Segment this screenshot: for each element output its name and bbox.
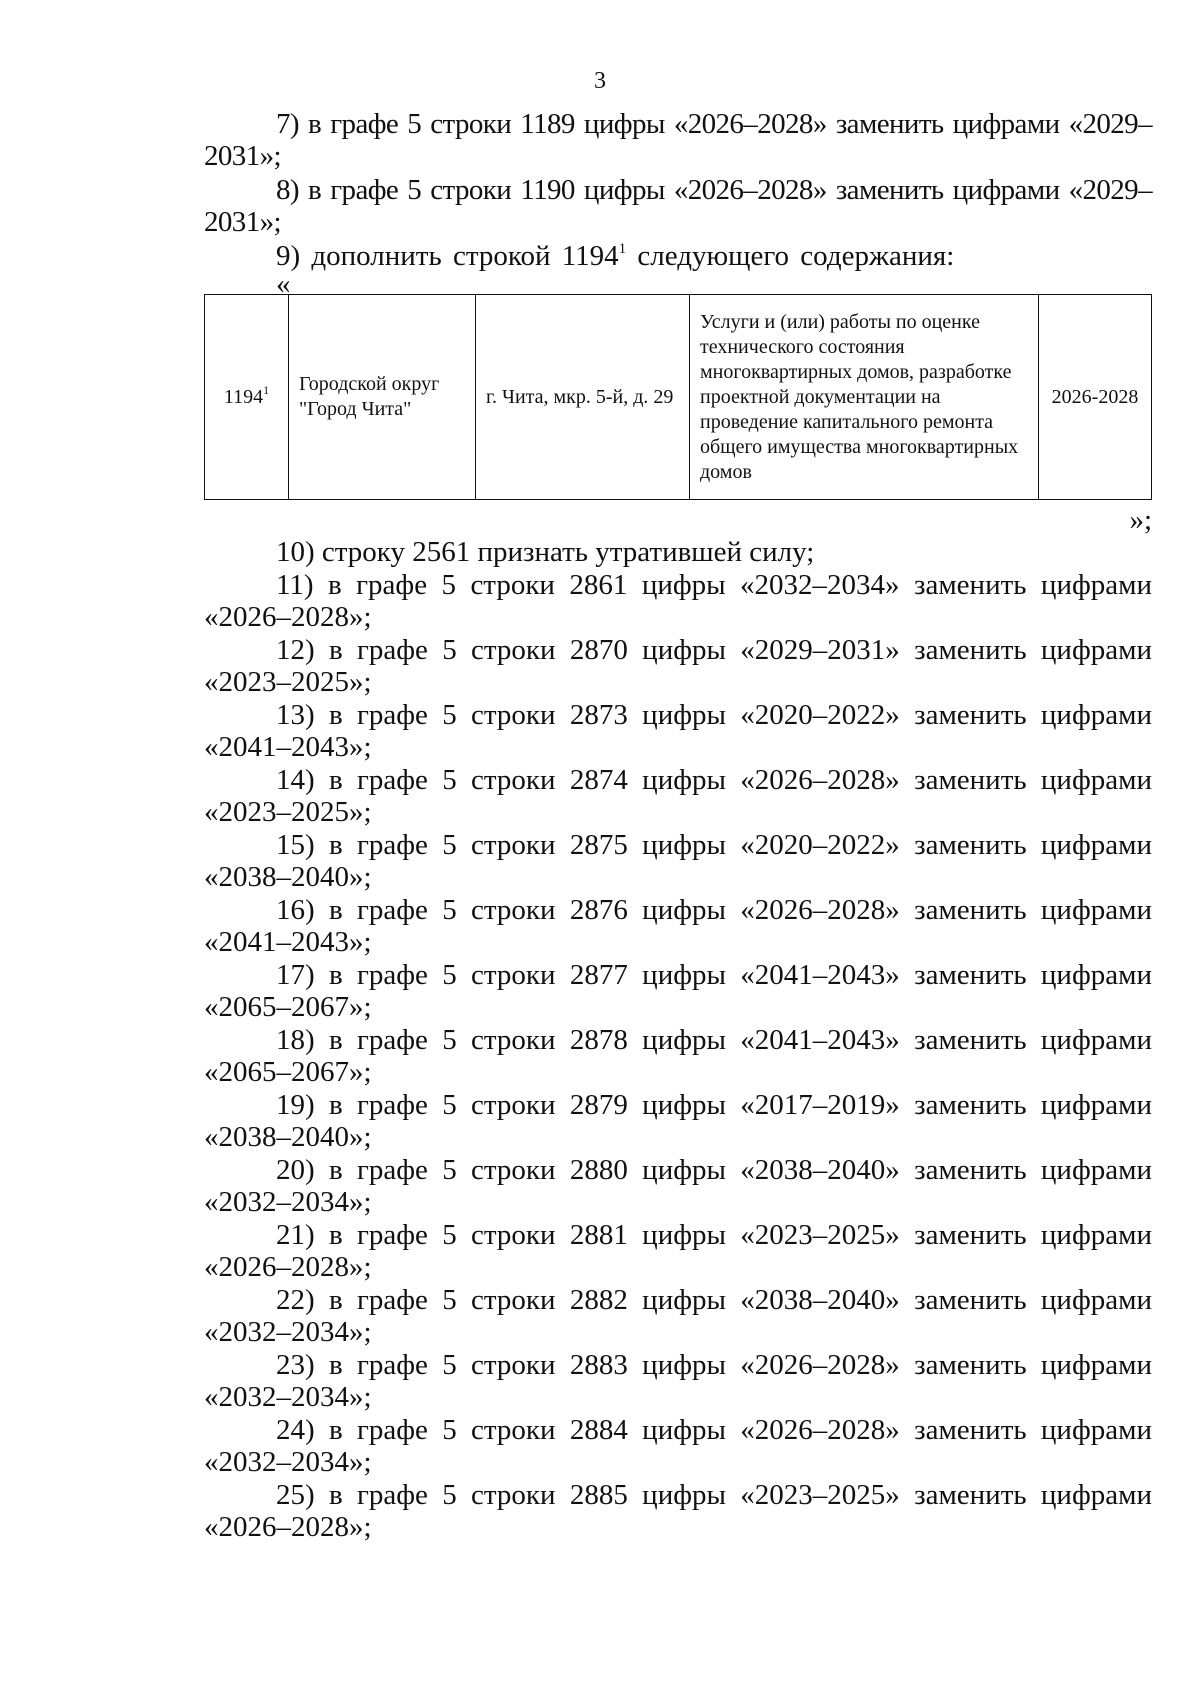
item9-superscript: 1 [618,241,627,257]
list-item: 23) в графе 5 строки 2883 цифры «2026–2028» заменить цифрами «2032–2034»; [204,1349,1152,1413]
list-item: 19) в графе 5 строки 2879 цифры «2017–2019» заменить цифрами «2038–2040»; [204,1089,1152,1153]
list-item: 10) строку 2561 признать утратившей силу; [276,536,815,568]
address-cell: г. Чита, мкр. 5-й, д. 29 [476,295,690,500]
list-item: 12) в графе 5 строки 2870 цифры «2029–2031» заменить цифрами «2023–2025»; [204,634,1152,698]
list-item: 17) в графе 5 строки 2877 цифры «2041–2043» заменить цифрами «2065–2067»; [204,959,1152,1023]
works-cell: Услуги и (или) работы по оценке технического состояния многоквартирных домов, разработке проектной документации на проведение капитального ремонта общего имущества многоквартирных домов [690,295,1039,500]
inserted-row-table [204,294,1152,500]
list-item: 20) в графе 5 строки 2880 цифры «2038–2040» заменить цифрами «2032–2034»; [204,1154,1152,1218]
list-item: 11) в графе 5 строки 2861 цифры «2032–2034» заменить цифрами «2026–2028»; [204,569,1152,633]
list-item: 21) в графе 5 строки 2881 цифры «2023–2025» заменить цифрами «2026–2028»; [204,1219,1152,1283]
item9-prefix: 9) дополнить строкой 1194 [276,240,619,272]
item9-suffix: следующего содержания: [626,240,955,272]
document-body [204,108,1152,1544]
list-item: 25) в графе 5 строки 2885 цифры «2023–2025» заменить цифрами «2026–2028»; [204,1479,1152,1543]
amendment-list [204,536,1152,1543]
years-cell: 2026-2028 [1039,295,1152,500]
list-item: 13) в графе 5 строки 2873 цифры «2020–2022» заменить цифрами «2041–2043»; [204,699,1152,763]
row-number: 1194 [223,385,264,408]
amendment-item-8: 8) в графе 5 строки 1190 цифры «2026–2028» заменить цифрами «2029–2031»; [204,174,1152,238]
amendment-item-7: 7) в графе 5 строки 1189 цифры «2026–2028» заменить цифрами «2029–2031»; [204,108,1152,172]
list-item: 22) в графе 5 строки 2882 цифры «2038–2040» заменить цифрами «2032–2034»; [204,1284,1152,1348]
page-number: 3 [594,68,606,94]
row-number-cell [205,295,289,500]
list-item: 14) в графе 5 строки 2874 цифры «2026–2028» заменить цифрами «2023–2025»; [204,764,1152,828]
table-row [205,295,1152,500]
list-item: 24) в графе 5 строки 2884 цифры «2026–2028» заменить цифрами «2032–2034»; [204,1414,1152,1478]
list-item: 15) в графе 5 строки 2875 цифры «2020–2022» заменить цифрами «2038–2040»; [204,829,1152,893]
amendment-item-9 [204,240,1152,272]
closing-quote: »; [1129,504,1152,536]
opening-quote: « [276,268,291,300]
row-number-superscript: 1 [263,382,270,397]
list-item: 16) в графе 5 строки 2876 цифры «2026–2028» заменить цифрами «2041–2043»; [204,894,1152,958]
list-item: 18) в графе 5 строки 2878 цифры «2041–2043» заменить цифрами «2065–2067»; [204,1024,1152,1088]
municipality-cell: Городской округ "Город Чита" [289,295,476,500]
